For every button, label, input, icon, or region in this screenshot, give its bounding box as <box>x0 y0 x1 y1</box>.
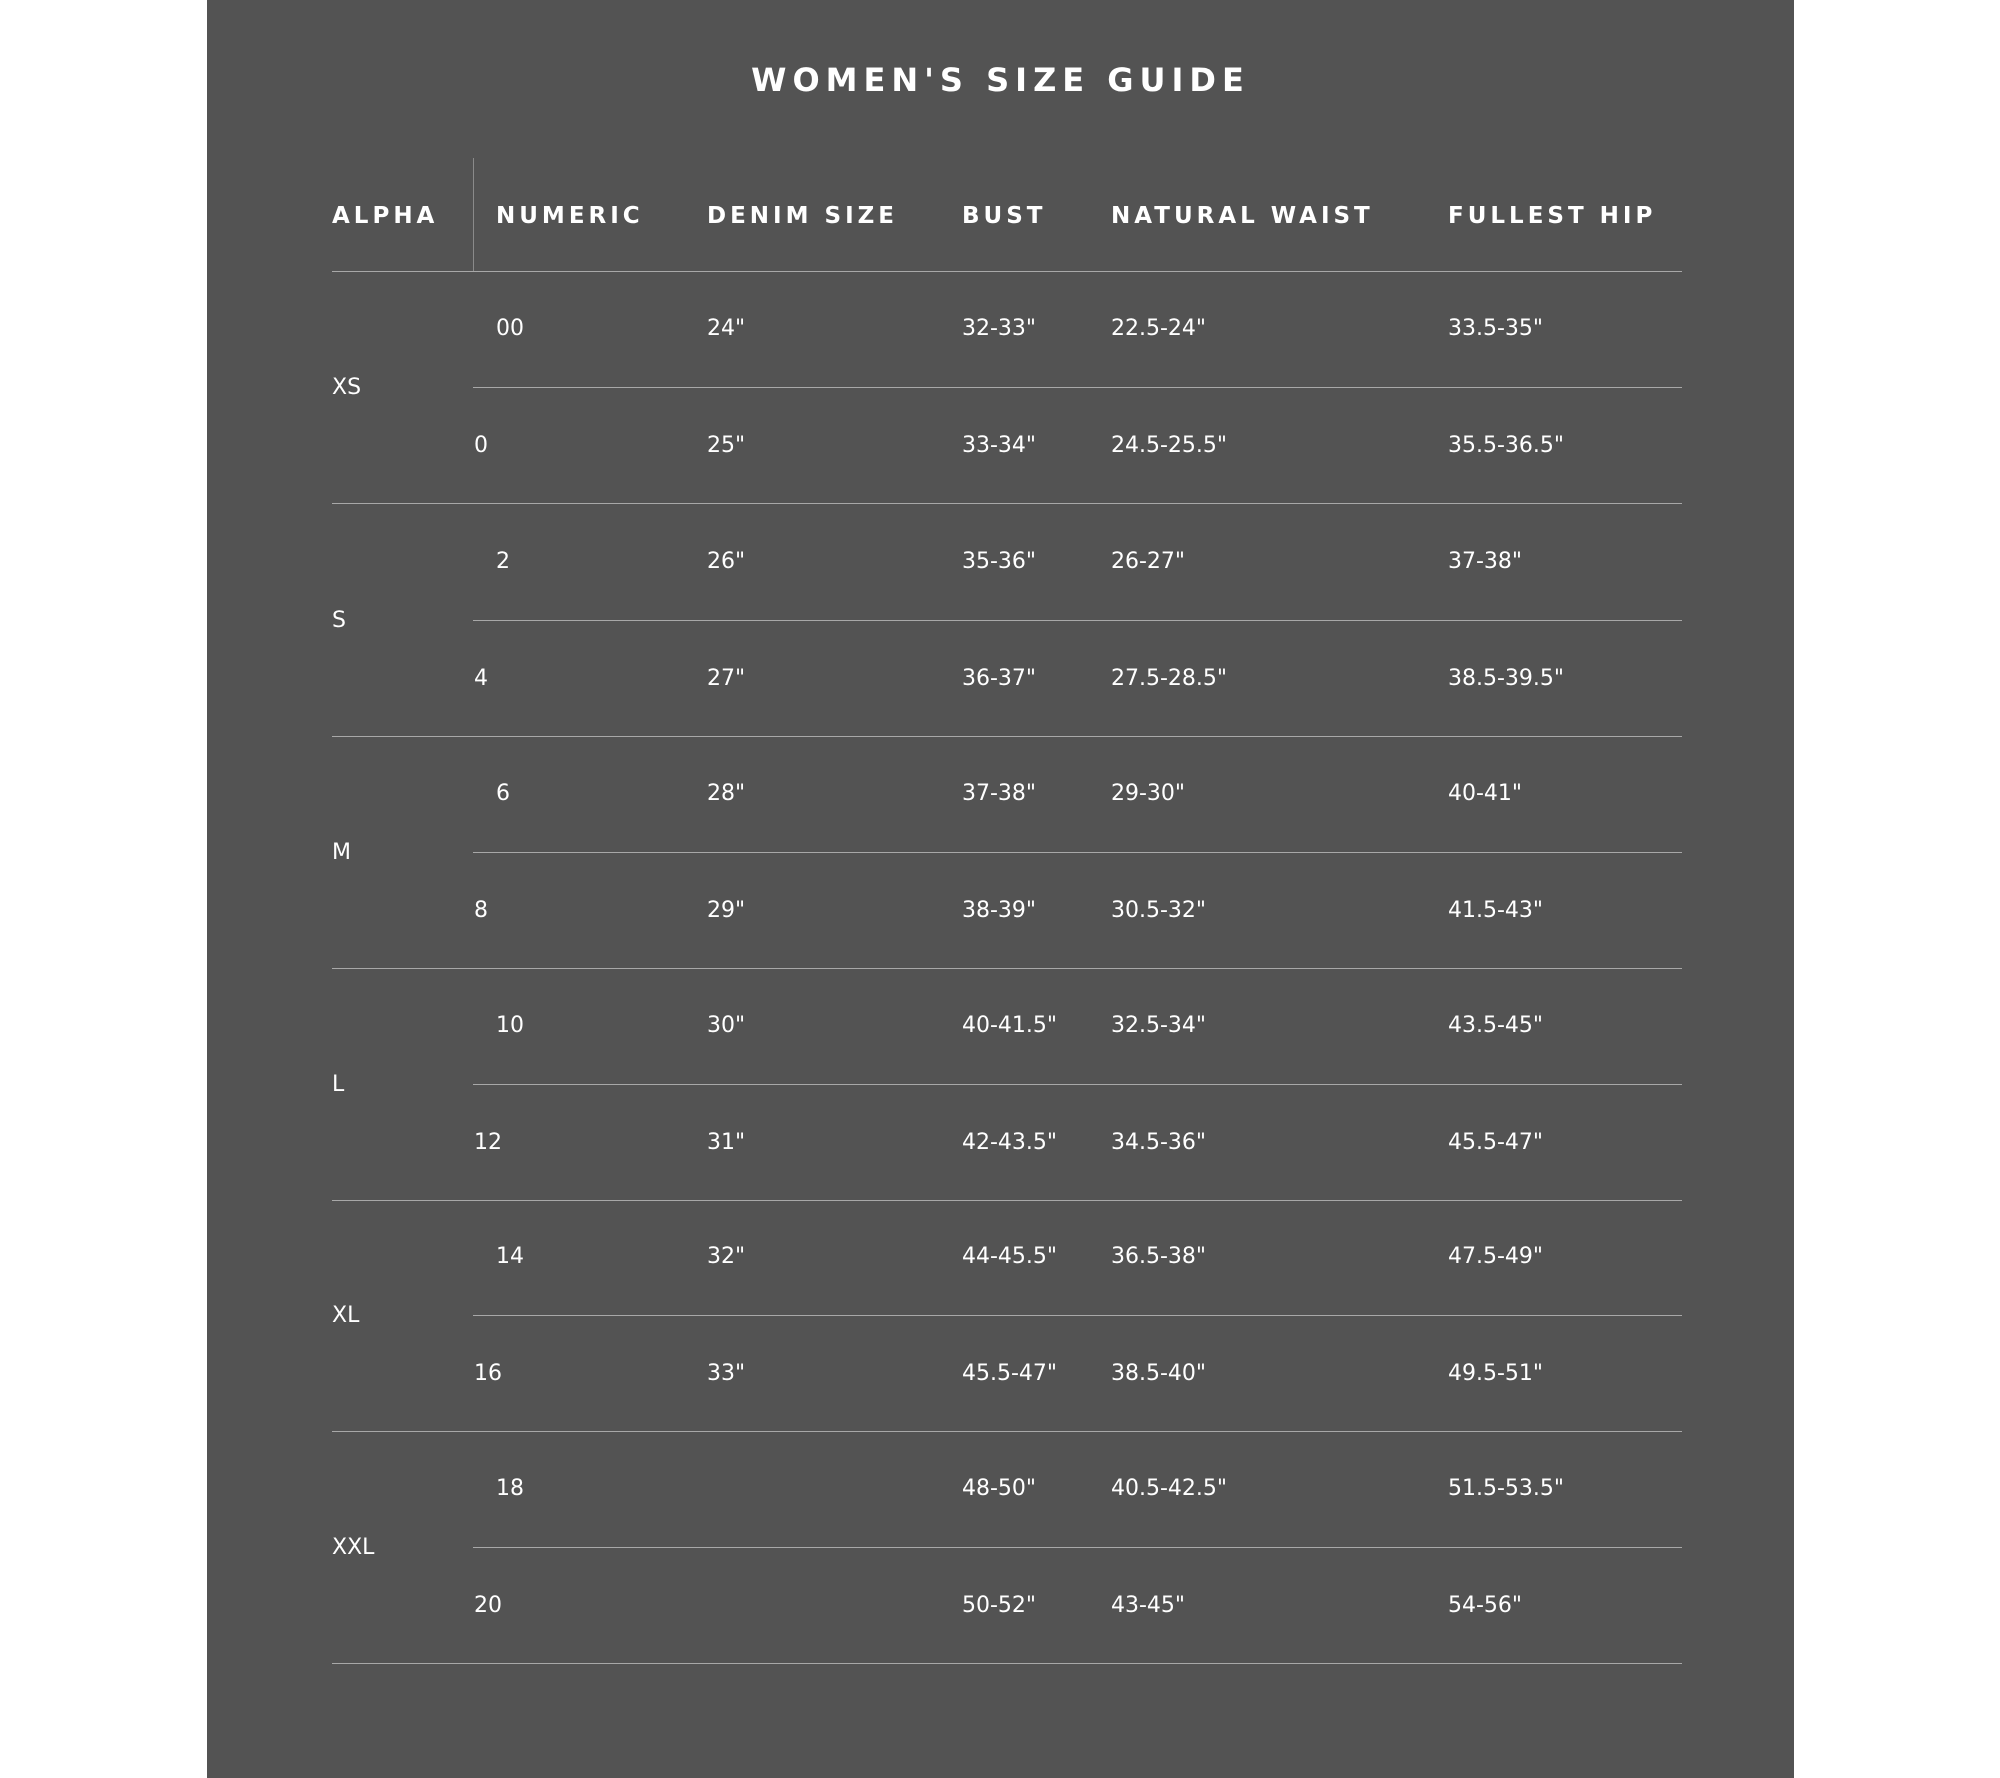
hip-measurement: 51.5-53.5" <box>1448 1476 1565 1501</box>
hip-measurement: 41.5-43" <box>1448 898 1544 923</box>
bust-measurement: 42-43.5" <box>962 1130 1058 1155</box>
numeric-size: 20 <box>474 1593 502 1618</box>
waist-measurement: 22.5-24" <box>1111 316 1207 341</box>
numeric-size: 2 <box>496 549 510 574</box>
waist-measurement: 24.5-25.5" <box>1111 433 1228 458</box>
numeric-size: 16 <box>474 1361 502 1386</box>
size-group-m <box>332 737 1682 969</box>
header-column-divider <box>473 158 474 272</box>
size-group-xl <box>332 1200 1682 1432</box>
bust-measurement: 40-41.5" <box>962 1013 1058 1038</box>
numeric-size: 10 <box>496 1013 524 1038</box>
alpha-size: M <box>332 840 351 865</box>
row-divider <box>473 1084 1682 1085</box>
denim-size: 25" <box>707 433 746 458</box>
bust-measurement: 45.5-47" <box>962 1361 1058 1386</box>
bust-measurement: 33-34" <box>962 433 1037 458</box>
hip-measurement: 40-41" <box>1448 781 1523 806</box>
hip-measurement: 49.5-51" <box>1448 1361 1544 1386</box>
waist-measurement: 40.5-42.5" <box>1111 1476 1228 1501</box>
column-header-bust: BUST <box>962 203 1047 229</box>
denim-size: 33" <box>707 1361 746 1386</box>
table-row <box>332 1586 1682 1626</box>
hip-measurement: 47.5-49" <box>1448 1244 1544 1269</box>
hip-measurement: 35.5-36.5" <box>1448 433 1565 458</box>
alpha-size: XL <box>332 1303 360 1328</box>
denim-size: 26" <box>707 549 746 574</box>
numeric-size: 0 <box>474 433 488 458</box>
numeric-size: 00 <box>496 316 524 341</box>
bust-measurement: 36-37" <box>962 666 1037 691</box>
waist-measurement: 26-27" <box>1111 549 1186 574</box>
row-divider <box>473 387 1682 388</box>
table-row <box>332 659 1682 699</box>
bust-measurement: 48-50" <box>962 1476 1037 1501</box>
size-group-s <box>332 505 1682 737</box>
column-header-fullest-hip: FULLEST HIP <box>1448 203 1657 229</box>
waist-measurement: 43-45" <box>1111 1593 1186 1618</box>
row-divider <box>473 620 1682 621</box>
table-header <box>207 196 1794 236</box>
denim-size: 27" <box>707 666 746 691</box>
waist-measurement: 34.5-36" <box>1111 1130 1207 1155</box>
alpha-size: S <box>332 608 346 633</box>
size-group-xs <box>332 272 1682 504</box>
waist-measurement: 27.5-28.5" <box>1111 666 1228 691</box>
hip-measurement: 37-38" <box>1448 549 1523 574</box>
column-header-natural-waist: NATURAL WAIST <box>1111 203 1374 229</box>
size-group-xxl <box>332 1432 1682 1664</box>
table-row <box>332 1354 1682 1394</box>
table-row <box>332 542 1682 582</box>
row-divider <box>473 852 1682 853</box>
row-divider <box>473 1315 1682 1316</box>
alpha-size: XXL <box>332 1535 375 1560</box>
waist-measurement: 36.5-38" <box>1111 1244 1207 1269</box>
waist-measurement: 38.5-40" <box>1111 1361 1207 1386</box>
hip-measurement: 38.5-39.5" <box>1448 666 1565 691</box>
numeric-size: 6 <box>496 781 510 806</box>
alpha-size: L <box>332 1072 345 1097</box>
table-row <box>332 1237 1682 1277</box>
table-row <box>332 1469 1682 1509</box>
denim-size: 28" <box>707 781 746 806</box>
denim-size: 30" <box>707 1013 746 1038</box>
numeric-size: 8 <box>474 898 488 923</box>
column-header-alpha: ALPHA <box>332 203 439 229</box>
bust-measurement: 44-45.5" <box>962 1244 1058 1269</box>
size-guide-panel <box>207 0 1794 1778</box>
column-header-numeric: NUMERIC <box>496 203 644 229</box>
table-row <box>332 774 1682 814</box>
column-header-denim-size: DENIM SIZE <box>707 203 899 229</box>
waist-measurement: 32.5-34" <box>1111 1013 1207 1038</box>
denim-size: 29" <box>707 898 746 923</box>
numeric-size: 12 <box>474 1130 502 1155</box>
denim-size: 24" <box>707 316 746 341</box>
numeric-size: 4 <box>474 666 488 691</box>
hip-measurement: 33.5-35" <box>1448 316 1544 341</box>
denim-size: 31" <box>707 1130 746 1155</box>
waist-measurement: 29-30" <box>1111 781 1186 806</box>
row-divider <box>473 1547 1682 1548</box>
waist-measurement: 30.5-32" <box>1111 898 1207 923</box>
size-group-l <box>332 969 1682 1201</box>
bust-measurement: 35-36" <box>962 549 1037 574</box>
bust-measurement: 37-38" <box>962 781 1037 806</box>
table-row <box>332 1006 1682 1046</box>
group-divider <box>332 503 1682 504</box>
hip-measurement: 45.5-47" <box>1448 1130 1544 1155</box>
alpha-size: XS <box>332 375 362 400</box>
group-divider <box>332 1663 1682 1664</box>
hip-measurement: 54-56" <box>1448 1593 1523 1618</box>
page-title: WOMEN'S SIZE GUIDE <box>751 61 1250 99</box>
bust-measurement: 50-52" <box>962 1593 1037 1618</box>
table-row <box>332 1123 1682 1163</box>
bust-measurement: 38-39" <box>962 898 1037 923</box>
bust-measurement: 32-33" <box>962 316 1037 341</box>
numeric-size: 18 <box>496 1476 524 1501</box>
table-row <box>332 309 1682 349</box>
table-row <box>332 891 1682 931</box>
hip-measurement: 43.5-45" <box>1448 1013 1544 1038</box>
denim-size: 32" <box>707 1244 746 1269</box>
numeric-size: 14 <box>496 1244 524 1269</box>
table-row <box>332 426 1682 466</box>
